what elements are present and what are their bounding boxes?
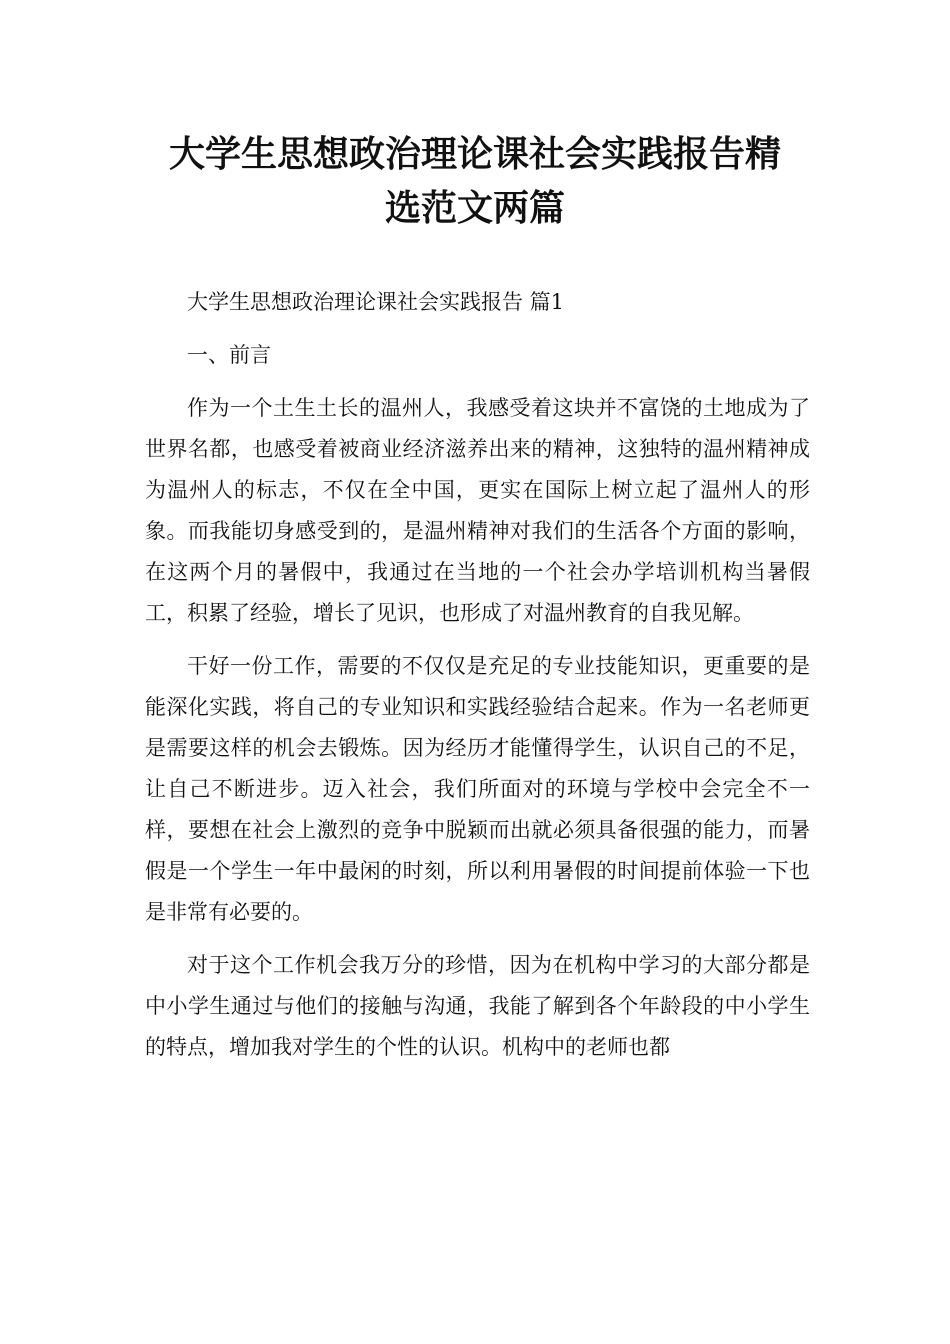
document-title (130, 128, 820, 236)
section-heading: 一、前言 (187, 343, 271, 367)
document-body (145, 282, 810, 1080)
title-line-1: 大学生思想政治理论课社会实践报告精 (168, 134, 781, 175)
paragraph: 对于这个工作机会我万分的珍惜，因为在机构中学习的大部分都是中小学生通过与他们的接触与沟通，我能了解到各个年龄段的中小学生的特点，增加我对学生的个性的认识。机构中的老师也都 (145, 953, 810, 1059)
title-line-2: 选范文两篇 (384, 188, 565, 229)
paragraph: 干好一份工作，需要的不仅仅是充足的专业技能知识，更重要的是能深化实践，将自己的专业知识和实践经验结合起来。作为一名老师更是需要这样的机会去锻炼。因为经历才能懂得学生，认识自己的不足，让自己不断进步。迈入社会，我们所面对的环境与学校中会完全不一样，要想在社会上激烈的竞争中脱颖而出就必须具备很强的能力，而暑假是一个学生一年中最闲的时刻，所以利用暑假的时间提前体验一下也是非常有必要的。 (145, 654, 810, 924)
report-subtitle: 大学生思想政治理论课社会实践报告 篇1 (187, 290, 565, 314)
paragraph: 作为一个土生土长的温州人，我感受着这块并不富饶的土地成为了世界名都，也感受着被商业经济滋养出来的精神，这独特的温州精神成为温州人的标志，不仅在全中国，更实在国际上树立起了温州人的形象。而我能切身感受到的，是温州精神对我们的生活各个方面的影响，在这两个月的暑假中，我通过在当地的一个社会办学培训机构当暑假工，积累了经验，增长了见识，也形成了对温州教育的自我见解。 (145, 396, 810, 625)
